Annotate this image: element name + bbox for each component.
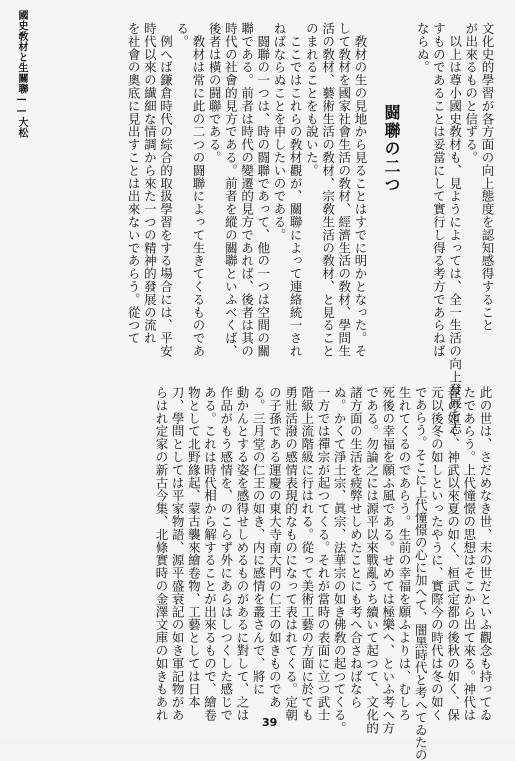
spacer: [404, 22, 414, 354]
text-line: 生れてくるのであらう。生前の幸福を願ふよりは、むしろ: [396, 386, 412, 722]
text-line: 敎材の生の見地から見ることはすでに明かとなった。そ: [352, 22, 368, 358]
text-line: 後者は橫の闘聯である。: [207, 22, 223, 164]
text-line: 以上は尊小國史敎材も、見ようによっては、全一生活の向上發展を志: [447, 22, 463, 435]
text-line: 刀、學問としては平家物語、源平盛衰記の如き軍記物があ: [170, 386, 186, 722]
spacer: [368, 22, 378, 354]
text-line: 敎材は常に此の二つの闘聯によって生きてくるものであ: [190, 22, 206, 358]
text-line: たであらう。上代憧憬の思想はそこから出て來る。神代は: [461, 386, 477, 722]
text-line: 春の如く、神武以來夏の如く、桓武定都の後秋の如く、保: [445, 386, 461, 722]
page-number: 39: [262, 716, 278, 729]
text-line: 作品がもう感情を、のこらず外にあらはしつくした感じで: [218, 386, 234, 722]
text-line: る。三月堂の仁王の如き、内に感情を叢さんで、將に: [251, 386, 267, 696]
text-line: る。: [174, 22, 190, 48]
text-line: 物として北野緣起、蒙古襲來繪卷物、工藝としては日本: [186, 386, 202, 709]
section-heading: 闘聯の二つ: [381, 104, 401, 194]
text-line: 聯である。前者は時代の變遷的見方であれば、後者は其の: [239, 22, 255, 358]
text-line: 時代以來の纎細な情調から來た一つの精神的發展の流れ: [142, 22, 158, 345]
text-line: の子孫である運慶の東大寺南大門の仁王の如きものであ: [267, 386, 283, 709]
text-line: 勇壯活潑の感情表現的なものになって表はれてくる。定朝: [283, 386, 299, 722]
text-line: 例へば鎌倉時代の綜合的取扱學習をする場合には、平安: [158, 22, 174, 358]
text-line: 時代の社會的見方である。前者を縱の關聯といふべくば、: [223, 22, 239, 358]
text-line: らはれ定家の新古今集、北條實時の金澤文庫の如きもあれ: [153, 386, 169, 722]
text-line: 死後の幸福を願ふ風である。せめては極樂へ、といふ考へ方: [380, 386, 396, 735]
text-line: 活の敎材、藝術生活の敎材、宗敎生活の敎材、と見ること: [320, 22, 336, 358]
text-line: 闘聯の一つは、時の闘聯であって、他の一つは空間の關: [255, 22, 271, 358]
text-line: 文化史的學習が各方面の向上態度を認知感得すること: [480, 22, 495, 332]
text-line: 元以後冬の如しといったやうに、實際今の時代は冬の如く: [429, 386, 445, 722]
text-line: ねばならぬことを申したいのである。: [271, 22, 287, 242]
text-block-top: [65, 22, 495, 435]
text-line: して敎材を國家社會生活の敎材、經濟生活の敎材、學問生: [336, 22, 352, 358]
text-line: であらう。そこに上代憧憬の心に加へて、闇黑時代と考へてゐたの: [413, 386, 429, 761]
text-line: 階級上流階級に行はれる。從って美術工藝の方面に於ても: [299, 386, 315, 722]
text-line: ならぬ。: [415, 22, 431, 74]
text-line: 諸方面の生活を疲弊せしめたことにも考へ合さねばなら: [348, 386, 364, 709]
text-line: 此の世は、さだめなき世、末の世だといふ觀念も持ってゐ: [478, 386, 493, 722]
text-line: のまれることをも說いた。: [304, 22, 320, 177]
text-line: ここではこれらの敎材觀が、關聯によって連絡統一され: [288, 22, 304, 358]
text-line: すものであることは妥當にして實行し得る考方であらねば: [431, 22, 447, 358]
text-line: ある。これは時代相から解することが出來るもので、繪卷: [202, 386, 218, 722]
text-line: である。勿論之には源平以來戰亂うち續いて起つて、文化的: [364, 386, 380, 735]
text-line: 一方では禪宗が起つてくる。それが當時の表面に立つ武士: [315, 386, 331, 722]
running-head: 國史敎材と生關聯——大松: [16, 10, 27, 138]
text-line: ぬ。かくて淨土宗、眞宗、法華宗の如き佛敎の起つてくる。: [332, 386, 348, 735]
text-line: 動かんとする姿を感得せしめるものがあるに對して、之は: [234, 386, 250, 722]
text-line: を社會の奧底に見出すことは出來ないであらう。從つて: [126, 22, 142, 345]
text-line: が出來るものと信ずる。: [463, 22, 479, 164]
